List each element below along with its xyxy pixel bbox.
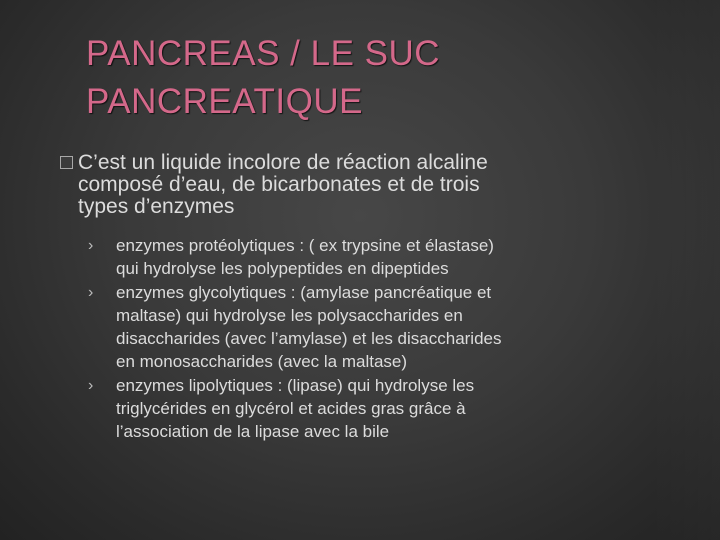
sub-bullet-line: en monosaccharides (avec la maltase) xyxy=(116,352,408,371)
checkbox-bullet-icon xyxy=(60,156,73,169)
sub-bullet-line: enzymes lipolytiques : (lipase) qui hydrolyse les xyxy=(116,376,475,395)
sub-bullet-lipolytic xyxy=(84,374,680,443)
sub-bullet-line: maltase) qui hydrolyse les polysaccharides en xyxy=(116,306,463,325)
sub-bullet-line: qui hydrolyse les polypeptides en dipeptides xyxy=(116,259,449,278)
title-line: PANCREATIQUE xyxy=(86,82,363,121)
sub-bullet-line: triglycérides en glycérol et acides gras grâce à xyxy=(116,399,466,418)
chevron-right-icon: › xyxy=(88,284,94,301)
sub-bullet-list xyxy=(84,234,680,443)
sub-bullet-line: enzymes glycolytiques : (amylase pancréatique et xyxy=(116,283,492,302)
sub-bullet-line: disaccharides (avec l’amylase) et les disaccharides xyxy=(116,329,502,348)
sub-bullet-glycolytic xyxy=(84,281,680,373)
title-line: PANCREAS / LE SUC xyxy=(86,34,441,73)
main-bullet-line: types d’enzymes xyxy=(78,195,235,218)
slide-content xyxy=(60,152,680,444)
main-bullet xyxy=(60,152,680,218)
main-bullet-line: C’est un liquide incolore de réaction alcaline xyxy=(78,151,488,174)
sub-bullet-proteolytic xyxy=(84,234,680,280)
sub-bullet-line: l’association de la lipase avec la bile xyxy=(116,422,390,441)
chevron-right-icon: › xyxy=(88,377,94,394)
chevron-right-icon: › xyxy=(88,237,94,254)
sub-bullet-line: enzymes protéolytiques : ( ex trypsine et élastase) xyxy=(116,236,494,255)
slide-title xyxy=(86,30,686,126)
main-bullet-line: composé d’eau, de bicarbonates et de trois xyxy=(78,173,480,196)
